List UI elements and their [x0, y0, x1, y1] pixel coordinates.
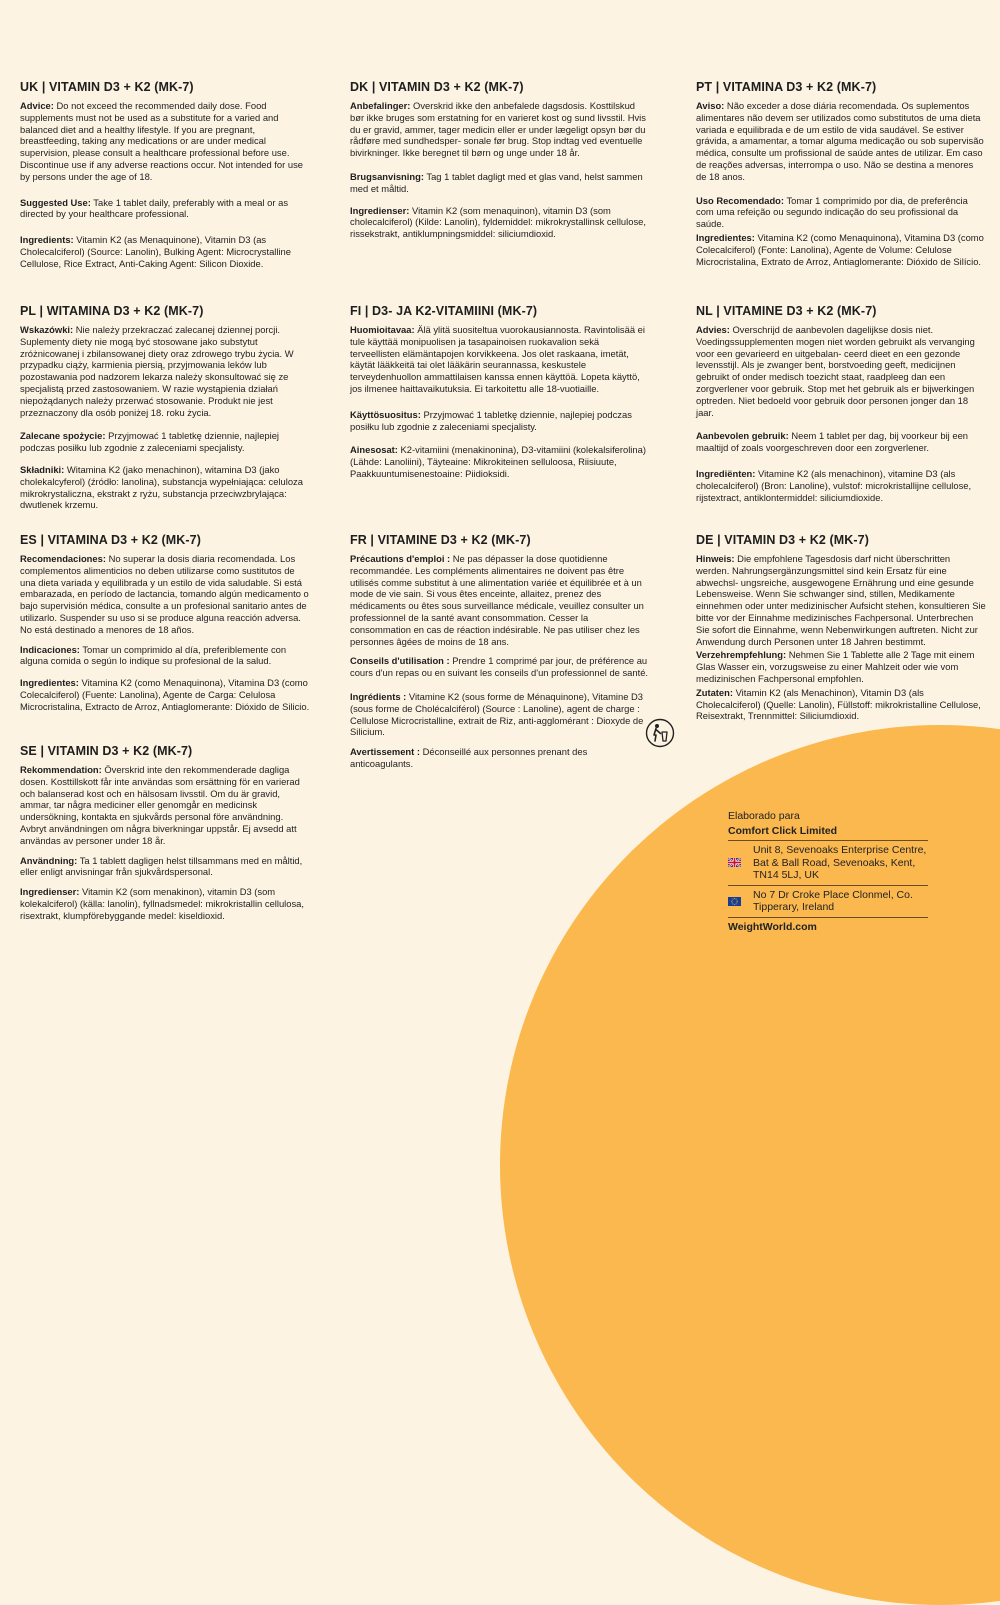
use-paragraph: Indicaciones: Tomar un comprimido al día, preferiblemente con alguna comida o según lo indique su profesional de la salud.: [20, 643, 287, 667]
section-heading: SE | VITAMIN D3 + K2 (MK-7): [20, 744, 193, 758]
ingredients-paragraph: Ingrédients : Vitamine K2 (sous forme de Ménaquinone), Vitamine D3 (sous forme de Cholécalciférol) (Source : Lanoline), agent de charge : Cellulose Microcristalline, extrait de Riz, anti-agglomérant : Dioxyde de Silicium.: [350, 690, 644, 738]
company-name: Comfort Click Limited: [728, 824, 838, 837]
eu-flag-icon: [728, 897, 741, 906]
advice-paragraph: Rekommendation: Överskrid inte den rekommenderade dagliga dosen. Kosttillskott får inte användas som ersättning för en varierad och balanserad kost och en hälsosam livsstil. Om du är gravid, ammar, tar några mediciner eller genomgår en medicinsk undersökning, kontakta en sjukvårds personal före användning. Avbryt användningen om några biverkningar uppstår. Ej avsedd att användas av personer under 18 år.: [20, 764, 300, 846]
advice-paragraph: Anbefalinger: Overskrid ikke den anbefalede dagsdosis. Kosttilskud bør ikke bruges som erstatning for en varieret kost og sund livsstil. Hvis du er gravid, ammer, tager medicin eller er under lægeligt opsyn bør du rådføre med sundhedsper- sonale før brug. Stop indtag ved eventuelle bivirkninger. Ikke beregnet til børn og unge under 18 år.: [350, 100, 646, 159]
section-nl: [696, 304, 986, 511]
eu-address-row: [728, 885, 928, 917]
use-paragraph: Käyttösuositus: Przyjmować 1 tabletkę dziennie, najlepiej podczas posiłku lub zgodnie z zaleceniami specjalisty.: [350, 408, 632, 432]
ingredients-paragraph: Ainesosat: K2-vitamiini (menakinonina), D3-vitamiini (kolekalsiferolina) (Lähde: Lanoliini), Täyteaine: Mikrokiteinen selluloosa, Riisiuute, Paakkuuntumisenestoaine: Piidioksidi.: [350, 444, 646, 479]
section-heading: UK | VITAMIN D3 + K2 (MK-7): [20, 80, 194, 94]
section-heading: NL | VITAMINE D3 + K2 (MK-7): [696, 304, 877, 318]
advice-paragraph: Aviso: Não exceder a dose diária recomendada. Os suplementos alimentares não devem ser utilizados como substitutos de uma dieta variada e equilibrada e de um estilo de vida saudável. Se estiver grávida, a amamentar, a tomar alguma medicação ou sob supervisão médica, consulte um profissional de saúde antes de utilizar. Em caso de reações adversas, interrompa o uso. Não se destina a menores de 18 anos.: [696, 100, 984, 182]
section-heading: DK | VITAMIN D3 + K2 (MK-7): [350, 80, 524, 94]
advice-paragraph: Précautions d'emploi : Ne pas dépasser la dose quotidienne recommandée. Les compléments alimentaires ne doivent pas être utilisés comme substitut à une alimentation variée et équilibrée et à un mode de vie sain. Si vous êtes enceinte, allaitez, prenez des médicaments ou êtes sous surveillance médicale, veuillez consulter un professionnel de la santé avant consommation. Cesser la consommation en cas de réaction indésirable. Ne pas utiliser chez les personnes âgées de moins de 18 ans.: [350, 553, 644, 647]
ingredients-paragraph: Składniki: Witamina K2 (jako menachinon), witamina D3 (jako cholekalcyferol) (źródło: lanolina), substancja wypełniająca: celuloza mikrokrystaliczna, ekstrakt z ryżu, substancja przeciwzbrylająca: dwutlenek krzemu.: [20, 463, 303, 511]
section-heading: FR | VITAMINE D3 + K2 (MK-7): [350, 533, 531, 547]
advice-paragraph: Hinweis: Die empfohlene Tagesdosis darf nicht überschritten werden. Nahrungsergänzungsmittel sind kein Ersatz für eine abwechsl- ungsreiche, ausgewogene Ernährung und eine gesunde Lebensweise. Wenn Sie schwanger sind, stillen, Medikamente einnehmen oder unter medizinischer Aufsicht stehen, konsultieren Sie bitte vor der Einnahme medizinisches Fachpersonal. Unterbrechen Sie sofort die Einnahme, wenn Nebenwirkungen auftreten. Nicht zur Anwendung durch Personen unter 18 Jahren bestimmt.: [696, 553, 986, 647]
use-paragraph: Brugsanvisning: Tag 1 tablet dagligt med et glas vand, helst sammen med et måltid.: [350, 170, 643, 194]
advice-paragraph: Wskazówki: Nie należy przekraczać zalecanej dziennej porcji. Suplementy diety nie mogą być stosowane jako substytut zróżnicowanej i zbilansowanej diety oraz zdrowego trybu życia. W przypadku ciąży, karmienia piersią, przyjmowania leków lub pozostawania pod nadzorem lekarza należy skonsultować się ze specjalistą przed zastosowaniem. W razie wystąpienia działań niepożądanych należy przerwać stosowanie. Produkt nie jest przeznaczony dla osób poniżej 18. roku życia.: [20, 324, 294, 418]
section-heading: FI | D3- JA K2-VITAMIINI (MK-7): [350, 304, 538, 318]
section-heading: DE | VITAMIN D3 + K2 (MK-7): [696, 533, 869, 547]
use-paragraph: Conseils d'utilisation : Prendre 1 comprimé par jour, de préférence au cours d'un repas ou en suivant les conseils d'un professionnel de santé.: [350, 655, 649, 679]
advice-paragraph: Recomendaciones: No superar la dosis diaria recomendada. Los complementos alimenticios no deben utilizarse como sustitutos de una dieta variada y equilibrada y un estilo de vida saludable. Si está embarazada, en período de lactancia, tomando algún medicamento o bajo supervisión médica, consulte a un profesional sanitario antes de utilizarlo. Suspender su uso si se produce alguna reacción adversa. No está destinado a menores de 18 años.: [20, 553, 309, 635]
ingredients-paragraph: Ingredienser: Vitamin K2 (som menakinon), vitamin D3 (som kolekalciferol) (källa: lanolin), fyllnadsmedel: mikrokristallin cellulosa, risextrakt, klumpförebyggande medel: kiseldioxid.: [20, 886, 304, 921]
eu-address: No 7 Dr Croke Place Clonmel, Co. Tipperary, Ireland: [753, 888, 913, 913]
tidyman-recycle-icon: [645, 718, 675, 748]
ingredients-paragraph: Ingredientes: Vitamina K2 (como Menaquinona), Vitamina D3 (como Colecalciferol) (Fonte: Lanolina), Agente de Volume: Celulose Microcristalina, Extrato de Arroz, Antiaglomerante: Dióxido de Silício.: [696, 231, 984, 267]
advice-paragraph: Advice: Do not exceed the recommended daily dose. Food supplements must not be used as a substitute for a varied and balanced diet and a healthy lifestyle. If you are pregnant, breastfeeding, taking any medications or are under medical supervision, please consult a healthcare professional before use. Discontinue use if any adverse reactions occur. Not intended for use by persons under the age of 18.: [20, 100, 303, 182]
section-fr: [350, 533, 650, 778]
ingredients-paragraph: Ingredients: Vitamin K2 (as Menaquinone), Vitamin D3 (as Cholecalciferol) (Source: Lanolin), Bulking Agent: Microcrystalline Cellulose, Rice Extract, Anti-Caking Agent: Silicon Dioxide.: [20, 234, 291, 269]
use-paragraph: Aanbevolen gebruik: Neem 1 tablet per dag, bij voorkeur bij een maaltijd of zoals voorgeschreven door een zorgverlener.: [696, 430, 969, 454]
section-dk: [350, 80, 650, 248]
section-es: [20, 533, 310, 721]
uk-flag-icon: [728, 858, 741, 867]
manufacturer-info: [728, 810, 928, 933]
section-de: [696, 533, 986, 730]
ingredients-paragraph: Ingredientes: Vitamina K2 (como Menaquinona), Vitamina D3 (como Colecalciferol) (Fuente: Lanolina), Agente de Carga: Celulosa Microcristalina, Extracto de Arroz, Antiaglomerante: Dióxido de Silicio.: [20, 677, 310, 712]
uk-address: Unit 8, Sevenoaks Enterprise Centre, Bat & Ball Road, Sevenoaks, Kent, TN14 5LJ, UK: [753, 844, 927, 881]
ingredients-paragraph: Ingredienser: Vitamin K2 (som menaquinon), vitamin D3 (som cholecalciferol) (Kilde: Lanolin), fyldemiddel: mikrokrystallinsk cellulose, rissekstrakt, antiklumpningsmiddel: siliciumdioxid.: [350, 204, 646, 240]
use-paragraph: Uso Recomendado: Tomar 1 comprimido por dia, de preferência com uma refeição ou segundo indicação do seu profissional da saúde.: [696, 194, 968, 230]
advice-paragraph: Huomioitavaa: Älä ylitä suositeltua vuorokausiannosta. Ravintolisää ei tule käyttää monipuolisen ja tasapainoisen ruokavalion sekä terveellisten elämäntapojen korvikkeena. Jos olet raskaana, imetät, käytät lääkkeitä tai olet lääkärin seurannassa, keskustele terveydenhuollon ammattilaisen kanssa ennen käyttöä. Lopeta käyttö, jos ilmenee haittavaikutuksia. Ei tarkoitettu alle 18-vuotiaille.: [350, 324, 645, 394]
warning-paragraph: Avertissement : Déconseillé aux personnes prenant des anticoagulants.: [350, 746, 588, 769]
website-link[interactable]: WeightWorld.com: [728, 917, 928, 934]
section-uk: [20, 80, 310, 278]
section-pl: [20, 304, 310, 519]
use-paragraph: Användning: Ta 1 tablett dagligen helst tillsammans med en måltid, eller enligt anvisningar från sjukvårdspersonal.: [20, 854, 303, 878]
ingredients-paragraph: Ingrediënten: Vitamine K2 (als menachinon), vitamine D3 (als cholecalciferol) (Bron: Lanoline), vulstof: microkristallijne cellulose, rijstextract, antiklontermiddel: siliciumdioxide.: [696, 467, 972, 503]
ingredients-paragraph: Zutaten: Vitamin K2 (als Menachinon), Vitamin D3 (als Cholecalciferol) (Quelle: Lanolin), Füllstoff: mikrokristalline Cellulose, Reisextrakt, Trennmittel: Siliciumdioxid.: [696, 686, 981, 722]
made-for-label: Elaborado para: [728, 810, 800, 822]
use-paragraph: Verzehrempfehlung: Nehmen Sie 1 Tablette alle 2 Tage mit einem Glas Wasser ein, vorzugsweise zu einer Mahlzeit oder wie vom medizinischen Fachpersonal empfohlen.: [696, 649, 975, 684]
section-fi: [350, 304, 650, 488]
use-paragraph: Zalecane spożycie: Przyjmować 1 tabletkę dziennie, najlepiej podczas posiłku lub zgodnie z zaleceniami specjalisty.: [20, 430, 279, 454]
section-se: [20, 744, 310, 930]
uk-address-row: [728, 840, 928, 885]
section-heading: PL | WITAMINA D3 + K2 (MK-7): [20, 304, 204, 318]
use-paragraph: Suggested Use: Take 1 tablet daily, preferably with a meal or as directed by your healthcare professional.: [20, 196, 289, 220]
section-pt: [696, 80, 986, 275]
advice-paragraph: Advies: Overschrijd de aanbevolen dagelijkse dosis niet. Voedingssupplementen mogen niet worden gebruikt als vervanging voor een gevarieerd en uitgebalan- ceerd dieet en een gezonde levensstijl. Als je zwanger bent, borstvoeding geeft, medicijnen gebruikt of onder medisch toezicht staat, raadpleeg dan een zorgverlener voor gebruik. Stop met het gebruik als er bijwerkingen optreden. Niet bedoeld voor gebruik door personen jonger dan 18 jaar.: [696, 324, 975, 418]
section-heading: PT | VITAMINA D3 + K2 (MK-7): [696, 80, 877, 94]
section-heading: ES | VITAMINA D3 + K2 (MK-7): [20, 533, 201, 547]
